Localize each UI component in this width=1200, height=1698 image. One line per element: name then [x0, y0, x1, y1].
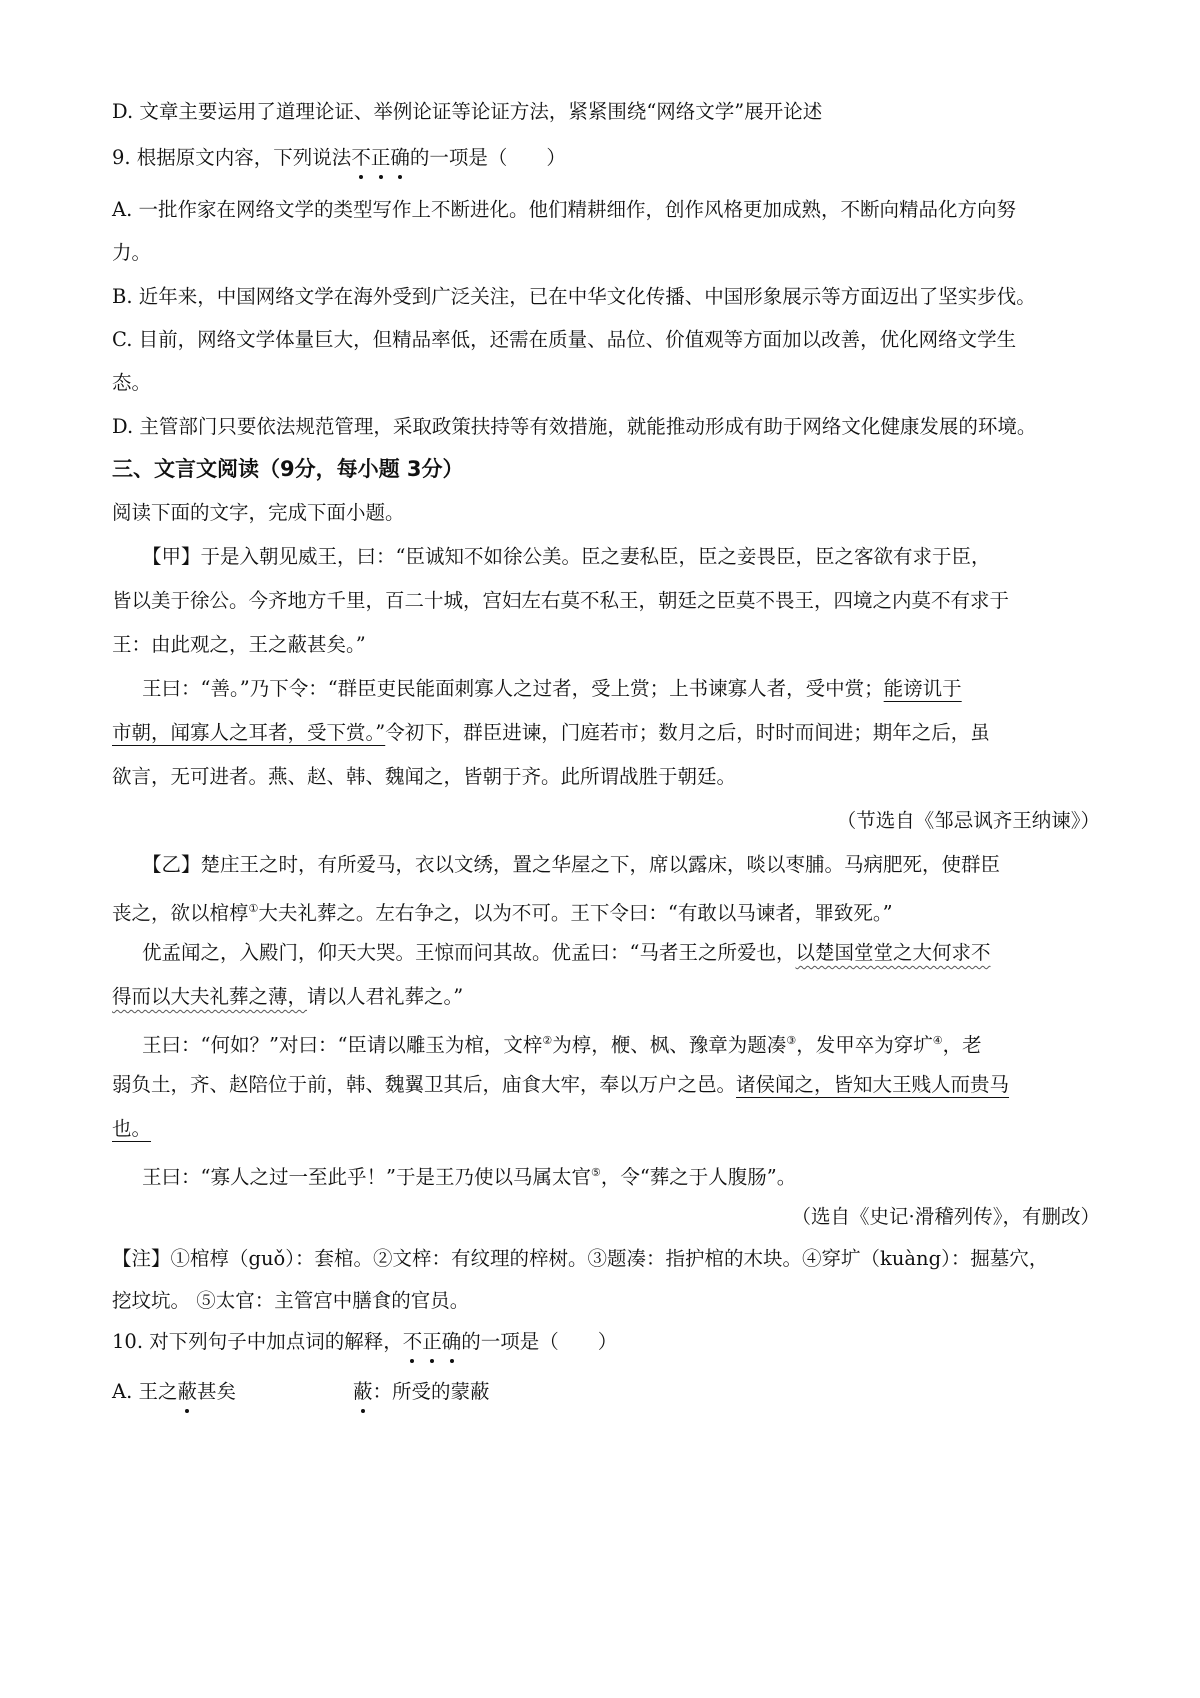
underlined-sentence: 诸侯闻之，皆知大王贱人而贵马: [736, 1073, 1010, 1096]
emphasis-dot-char: 不: [351, 143, 371, 173]
note-marker: ②: [542, 1034, 553, 1047]
q9-stem-pre: 9. 根据原文内容，下列说法: [112, 146, 352, 169]
q10-option-a-explanation-text: ：所受的蒙蔽: [372, 1380, 490, 1403]
q9-stem-post: 的一项是（ ）: [409, 146, 566, 169]
q10-option-a-post: 甚矣: [197, 1380, 237, 1403]
section-intro: 阅读下面的文字，完成下面小题。: [112, 501, 405, 524]
yi-text: 弱负土，齐、赵陪位于前，韩、魏翼卫其后，庙食大牢，奉以万户之邑。: [112, 1073, 737, 1096]
yi-paragraph3-line1: [142, 1026, 1100, 1061]
yi-text: 优孟闻之，入殿门，仰天大哭。王惊而问其故。优孟曰：“马者王之所爱也，: [142, 941, 796, 964]
yi-text: 为椁，楩、枫、豫章为题凑: [552, 1033, 787, 1057]
q10-stem: [112, 1327, 1100, 1357]
emphasis-dot-char: 蔽: [177, 1377, 197, 1407]
wavy-underlined-sentence: 以楚国堂堂之大何求不: [795, 941, 991, 964]
q10-stem-pre: 10. 对下列句子中加点词的解释，: [112, 1330, 403, 1353]
q9-option-c-line1: C. 目前，网络文学体量巨大，但精品率低，还需在质量、品位、价值观等方面加以改善，优化网络文学生: [112, 328, 1017, 351]
q9-option-a-line1: A. 一批作家在网络文学的类型写作上不断进化。他们精耕细作，创作风格更加成熟，不断向精品化方向努: [112, 198, 1016, 221]
q8-option-d: D. 文章主要运用了道理论证、举例论证等论证方法，紧紧围绕“网络文学”展开论述: [112, 100, 823, 123]
note-marker: ⑤: [590, 1166, 601, 1179]
q9-stem: [112, 143, 1100, 173]
q10-option-a-explanation: [353, 1377, 1100, 1407]
yi-text: ，发甲卒为穿圹: [796, 1033, 933, 1057]
note-marker: ③: [786, 1034, 797, 1047]
yi-paragraph3-line3: [112, 1114, 1100, 1144]
yi-text: ，老: [942, 1033, 982, 1057]
notes-line2: 挖坟坑。 ⑤太官：主管宫中膳食的官员。: [112, 1289, 470, 1312]
notes-line1: 【注】①棺椁（guǒ）：套棺。②文梓：有纹理的梓树。③题凑：指护棺的木块。④穿圹（kuàng）：掘墓穴，: [112, 1247, 1049, 1270]
yi-text: 王曰：“寡人之过一至此乎！”于是王乃使以马属太官: [142, 1165, 591, 1189]
q10-stem-post: 的一项是（ ）: [461, 1330, 618, 1353]
yi-paragraph2-line2: [112, 982, 1100, 1012]
yi-text: ，令“葬之于人腹肠”。: [600, 1165, 797, 1189]
q9-option-a-line2: 力。: [112, 241, 152, 264]
q10-option-a-pre: A. 王之: [112, 1380, 178, 1403]
yi-paragraph1-line2: [112, 894, 1100, 929]
jia-paragraph1-line1: 【甲】于是入朝见威王，曰：“臣诚知不如徐公美。臣之妻私臣，臣之妾畏臣，臣之客欲有求于臣，: [142, 545, 991, 568]
yi-text: 大夫礼葬之。左右争之，以为不可。王下令曰：“有敢以马谏者，罪致死。”: [258, 901, 893, 925]
q9-option-b: B. 近年来，中国网络文学在海外受到广泛关注，已在中华文化传播、中国形象展示等方面迈出了坚实步伐。: [112, 285, 1036, 308]
yi-paragraph2-line1: [142, 938, 1100, 968]
yi-source: （选自《史记·滑稽列传》，有删改）: [791, 1205, 1100, 1228]
jia-paragraph2-line2: [112, 718, 1100, 748]
emphasis-dot-char: 不: [403, 1327, 423, 1357]
jia-paragraph2-line3: 欲言，无可进者。燕、赵、韩、魏闻之，皆朝于齐。此所谓战胜于朝廷。: [112, 765, 737, 788]
emphasis-dot-char: 蔽: [353, 1377, 373, 1407]
jia-paragraph2-line1: [142, 674, 1100, 704]
yi-paragraph4: [142, 1158, 1100, 1193]
note-marker: ④: [932, 1034, 943, 1047]
underlined-sentence: 能谤讥于: [883, 677, 962, 700]
yi-paragraph1-line1: 【乙】楚庄王之时，有所爱马，衣以文绣，置之华屋之下，席以露床，啖以枣脯。马病肥死，使群臣: [142, 853, 1001, 876]
emphasis-dot-char: 正: [422, 1327, 442, 1357]
jia-source: （节选自《邹忌讽齐王纳谏》）: [836, 809, 1100, 832]
jia-paragraph1-line3: 王：由此观之，王之蔽甚矣。”: [112, 633, 366, 656]
yi-text: 王曰：“何如？”对曰：“臣请以雕玉为棺，文梓: [142, 1033, 543, 1057]
note-marker: ①: [248, 902, 259, 915]
emphasis-dot-char: 确: [390, 143, 410, 173]
jia-p2-text: 令初下，群臣进谏，门庭若市；数月之后，时时而间进；期年之后，虽: [385, 721, 990, 744]
q9-option-d: D. 主管部门只要依法规范管理，采取政策扶持等有效措施，就能推动形成有助于网络文化健康发展的环境。: [112, 415, 1037, 438]
yi-paragraph3-line2: [112, 1070, 1100, 1100]
underlined-sentence: 也。: [112, 1117, 152, 1140]
underlined-sentence: 市朝，闻寡人之耳者，受下赏。”: [112, 721, 386, 744]
yi-text: 请以人君礼葬之。”: [307, 985, 464, 1008]
jia-paragraph1-line2: 皆以美于徐公。今齐地方千里，百二十城，宫妇左右莫不私王，朝廷之臣莫不畏王，四境之内莫不有求于: [112, 589, 1010, 612]
section-heading: 三、文言文阅读（9分，每小题 3分）: [112, 457, 464, 481]
wavy-underlined-sentence: 得而以大夫礼葬之薄，: [112, 985, 308, 1008]
jia-p2-text: 王曰：“善。”乃下令：“群臣吏民能面刺寡人之过者，受上赏；上书谏寡人者，受中赏；: [142, 677, 884, 700]
q9-option-c-line2: 态。: [112, 371, 152, 394]
emphasis-dot-char: 正: [371, 143, 391, 173]
yi-text: 丧之，欲以棺椁: [112, 901, 249, 925]
emphasis-dot-char: 确: [442, 1327, 462, 1357]
